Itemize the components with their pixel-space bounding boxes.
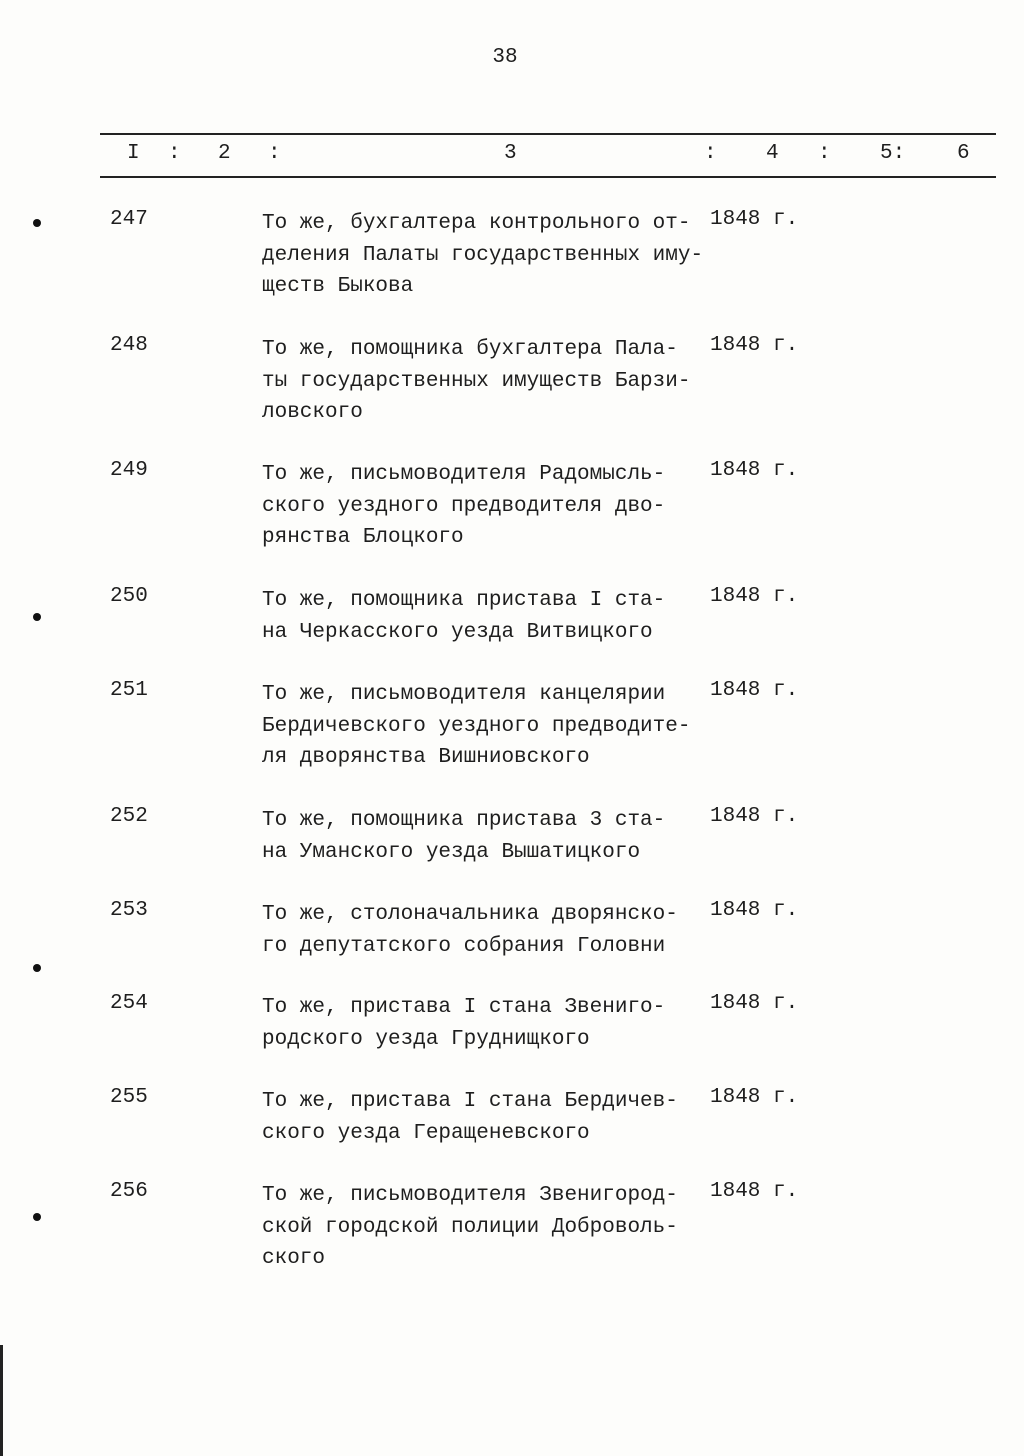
- entry-description: [262, 992, 702, 1055]
- entry-number: 253: [110, 899, 148, 922]
- description-line: То же, помощника бухгалтера Пала-: [262, 338, 678, 361]
- description-line: То же, столоначальника дворянско-: [262, 903, 678, 926]
- scan-edge-mark: [0, 1345, 3, 1456]
- description-line: То же, письмоводителя канцелярии: [262, 683, 666, 706]
- entry-year: 1848 г.: [710, 805, 799, 828]
- entry-number: 250: [110, 585, 148, 608]
- binding-hole: [33, 1213, 41, 1221]
- entry-year: 1848 г.: [710, 679, 799, 702]
- header-col-2: 2: [218, 142, 231, 165]
- entry-number: 247: [110, 208, 148, 231]
- entry-year: 1848 г.: [710, 1180, 799, 1203]
- binding-hole: [33, 964, 41, 972]
- header-bottom-rule: [100, 176, 996, 178]
- header-separator: :: [818, 142, 831, 165]
- entry-number: 252: [110, 805, 148, 828]
- description-line: деления Палаты государственных иму-: [262, 243, 704, 267]
- description-line: на Черкасского уезда Витвицкого: [262, 620, 653, 644]
- description-line: ля дворянства Вишниовского: [262, 746, 590, 769]
- description-line: родского уезда Груднищкого: [262, 1027, 590, 1051]
- entry-number: 249: [110, 459, 148, 482]
- description-line: ты государственных имуществ Барзи-: [262, 369, 691, 393]
- entry-description: [262, 585, 702, 648]
- description-line: ского уезда Геращеневского: [262, 1121, 590, 1145]
- header-col-3: 3: [504, 142, 517, 165]
- description-line: на Уманского уезда Вышатицкого: [262, 840, 641, 864]
- description-line: То же, помощника пристава 3 ста-: [262, 809, 666, 832]
- description-line: То же, письмоводителя Радомысль-: [262, 463, 666, 486]
- entry-number: 254: [110, 992, 148, 1015]
- description-line: ского: [262, 1247, 326, 1270]
- entry-year: 1848 г.: [710, 459, 799, 482]
- description-line: То же, бухгалтера контрольного от-: [262, 212, 691, 235]
- entry-description: [262, 805, 702, 868]
- header-separator: :: [268, 142, 281, 165]
- description-line: ловского: [262, 401, 363, 424]
- description-line: рянства Блоцкого: [262, 526, 464, 549]
- page-number: 38: [492, 46, 518, 69]
- header-separator: :: [168, 142, 181, 165]
- entry-year: 1848 г.: [710, 585, 799, 608]
- entry-year: 1848 г.: [710, 899, 799, 922]
- description-line: Бердичевского уездного предводите-: [262, 714, 691, 738]
- header-col-1: I: [127, 142, 140, 165]
- header-top-rule: [100, 133, 996, 135]
- entry-year: 1848 г.: [710, 992, 799, 1015]
- binding-hole: [33, 613, 41, 621]
- description-line: ществ Быкова: [262, 275, 414, 298]
- entry-number: 256: [110, 1180, 148, 1203]
- header-col-6: 6: [957, 142, 970, 165]
- entry-description: [262, 1086, 702, 1149]
- description-line: го депутатского собрания Головни: [262, 934, 666, 958]
- entry-year: 1848 г.: [710, 208, 799, 231]
- entry-description: [262, 334, 702, 429]
- description-line: То же, письмоводителя Звенигород-: [262, 1184, 678, 1207]
- description-line: ской городской полиции Доброволь-: [262, 1215, 678, 1239]
- entry-number: 248: [110, 334, 148, 357]
- entry-number: 251: [110, 679, 148, 702]
- entry-description: [262, 1180, 702, 1275]
- header-separator: :: [704, 142, 717, 165]
- description-line: То же, пристава I стана Звениго-: [262, 996, 666, 1019]
- description-line: То же, помощника пристава I ста-: [262, 589, 666, 612]
- binding-hole: [33, 219, 41, 227]
- description-line: То же, пристава I стана Бердичев-: [262, 1090, 678, 1113]
- entry-description: [262, 459, 702, 554]
- entry-description: [262, 679, 702, 774]
- entry-year: 1848 г.: [710, 334, 799, 357]
- table-header: [0, 142, 1024, 168]
- entry-description: [262, 899, 702, 962]
- entry-number: 255: [110, 1086, 148, 1109]
- header-col-4: 4: [766, 142, 779, 165]
- description-line: ского уездного предводителя дво-: [262, 494, 666, 518]
- header-col-5: 5:: [880, 142, 906, 165]
- entry-year: 1848 г.: [710, 1086, 799, 1109]
- entry-description: [262, 208, 702, 303]
